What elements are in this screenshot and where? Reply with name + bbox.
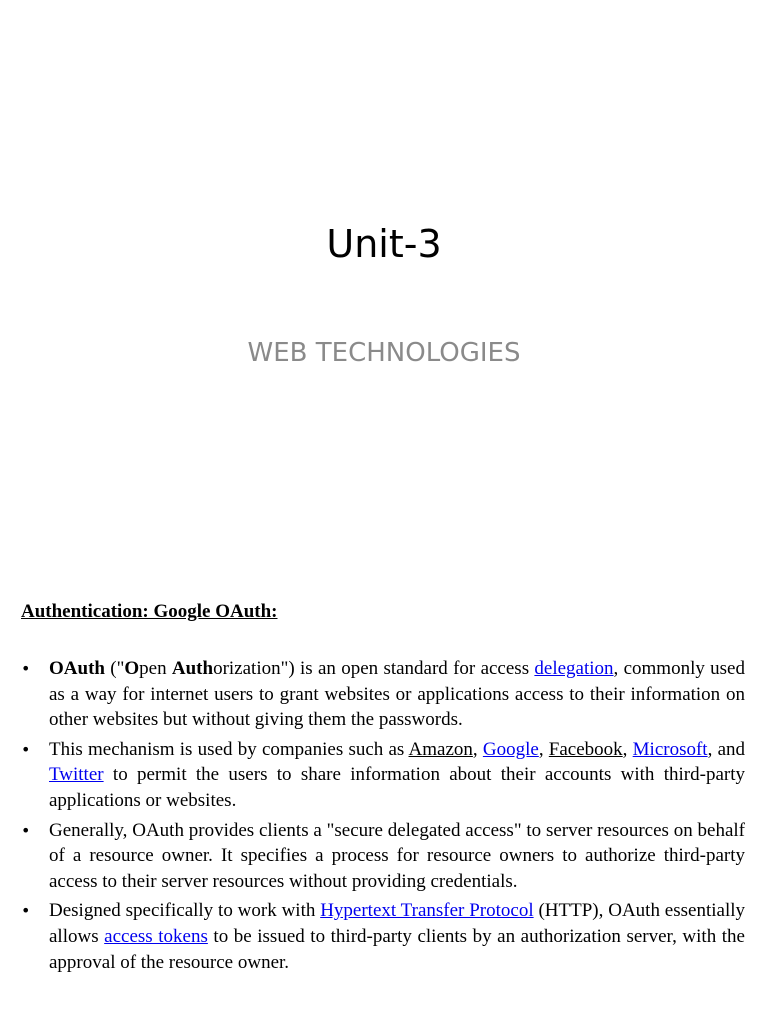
text-span: This mechanism is used by companies such as <box>49 738 409 760</box>
document-body <box>21 598 745 979</box>
oauth-term: OAuth <box>49 658 105 679</box>
http-link[interactable]: Hypertext Transfer Protocol <box>320 900 534 922</box>
list-item <box>21 818 745 895</box>
bullet-icon: • <box>21 659 31 678</box>
text-span: to be issued to third-party clients by an authorization server, with the approval of the resource owner. <box>49 925 745 973</box>
twitter-link[interactable]: Twitter <box>49 764 104 786</box>
slide-title: Unit-3 <box>326 222 442 266</box>
amazon-link[interactable]: Amazon <box>408 738 473 760</box>
bold-fragment: Auth <box>171 658 214 679</box>
list-item <box>21 737 745 814</box>
bullet-list <box>21 656 745 975</box>
bullet-icon: • <box>21 739 31 759</box>
bullet-icon: • <box>21 820 31 840</box>
google-link[interactable]: Google <box>482 738 539 760</box>
bullet-icon: • <box>21 901 31 921</box>
list-item <box>21 656 745 733</box>
text-span: , commonly used as a way for internet users to grant websites or applications access to their information on other websites but without giving them the passwords. <box>49 658 745 731</box>
text-span: Designed specifically to work with <box>49 900 321 922</box>
text-span: , <box>622 738 633 760</box>
delegation-link[interactable]: delegation <box>534 658 614 679</box>
access-tokens-link[interactable]: access tokens <box>104 925 208 947</box>
text-span: , and <box>707 738 746 760</box>
section-heading: Authentication: Google OAuth: <box>21 601 278 622</box>
text-span: (HTTP), OAuth essentially allows <box>49 900 745 947</box>
text-span: to permit the users to share information about their accounts with third-party applications or websites. <box>49 764 745 811</box>
text-span: , <box>472 738 483 760</box>
text-span: Generally, OAuth provides clients a "secure delegated access" to server resources on behalf of a resource owner. It specifies a process for resource owners to authorize third-party access to their server resources without providing credentials. <box>49 819 745 892</box>
text-span: pen <box>139 658 172 679</box>
text-span: , <box>538 738 549 760</box>
text-span: (" <box>104 658 125 679</box>
microsoft-link[interactable]: Microsoft <box>632 738 708 760</box>
text-span: orization") is an open standard for access <box>213 658 535 679</box>
list-item <box>21 898 745 975</box>
facebook-link[interactable]: Facebook <box>548 738 623 760</box>
bold-letter: O <box>124 658 140 679</box>
slide-subtitle: WEB TECHNOLOGIES <box>247 338 521 368</box>
